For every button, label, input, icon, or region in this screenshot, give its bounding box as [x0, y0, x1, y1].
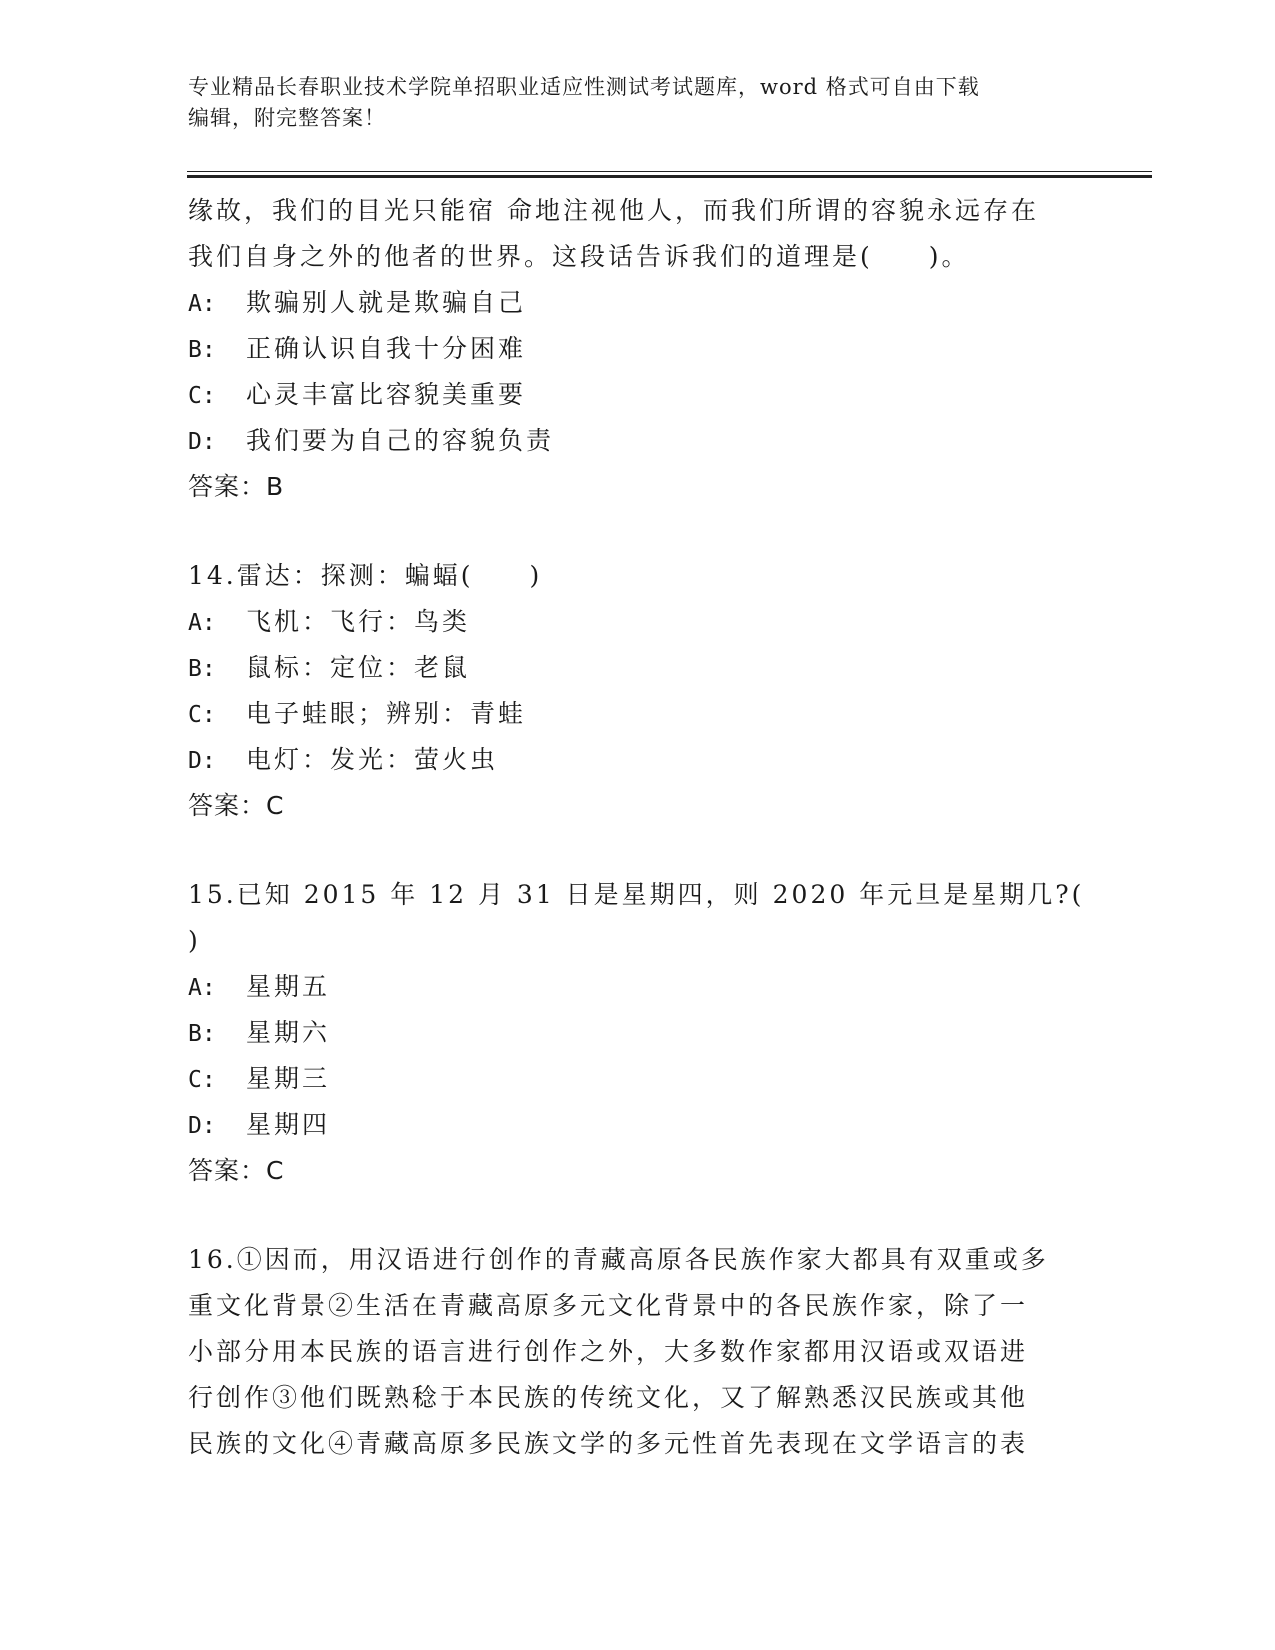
question-13-option-a	[188, 280, 1078, 326]
page-header	[188, 72, 1078, 134]
header-rule-thin	[187, 171, 1152, 172]
question-14-answer: 答案：C	[188, 791, 285, 820]
option-label: B:	[188, 337, 216, 363]
option-label: C:	[188, 1067, 216, 1093]
question-16-line-4: 行创作③他们既熟稔于本民族的传统文化，又了解熟悉汉民族或其他	[188, 1383, 1029, 1412]
question-14-option-a	[188, 599, 1078, 645]
header-rule-thick	[187, 175, 1152, 178]
option-label: B:	[188, 1021, 216, 1047]
option-label: A:	[188, 291, 216, 317]
option-text: 电子蛙眼；辨别：青蛙	[246, 699, 527, 728]
question-15-option-b	[188, 1010, 1078, 1056]
question-16-line-2: 重文化背景②生活在青藏高原多元文化背景中的各民族作家，除了一	[188, 1291, 1029, 1320]
question-13-continuation-line-1: 缘故，我们的目光只能宿 命地注视他人，而我们所谓的容貌永远存在	[188, 196, 1039, 225]
question-14-option-c	[188, 691, 1078, 737]
option-label: D:	[188, 429, 216, 455]
question-15-option-a	[188, 964, 1078, 1010]
question-13	[188, 188, 1078, 510]
header-line-2: 编辑，附完整答案！	[188, 106, 386, 130]
option-label: D:	[188, 1113, 216, 1139]
option-text: 星期四	[246, 1110, 331, 1139]
option-label: B:	[188, 656, 216, 682]
option-text: 星期五	[246, 972, 331, 1001]
question-14-stem: 14.雷达：探测：蝙蝠( )	[188, 561, 543, 590]
question-15-answer: 答案：C	[188, 1156, 285, 1185]
header-line-1: 专业精品长春职业技术学院单招职业适应性测试考试题库，word 格式可自由下载	[188, 75, 980, 99]
question-14-option-d	[188, 737, 1078, 783]
option-text: 星期三	[246, 1064, 331, 1093]
option-label: C:	[188, 383, 216, 409]
option-text: 正确认识自我十分困难	[246, 334, 527, 363]
question-15-stem-line-1: 15.已知 2015 年 12 月 31 日是星期四，则 2020 年元旦是星期几?(	[188, 880, 1085, 909]
question-16-line-5: 民族的文化④青藏高原多民族文学的多元性首先表现在文学语言的表	[188, 1429, 1029, 1458]
question-15-option-c	[188, 1056, 1078, 1102]
question-content	[188, 188, 1085, 1467]
question-13-option-c	[188, 372, 1078, 418]
option-label: A:	[188, 975, 216, 1001]
question-13-answer: 答案：B	[188, 472, 285, 501]
question-13-option-d	[188, 418, 1078, 464]
option-text: 电灯：发光：萤火虫	[246, 745, 499, 774]
option-text: 欺骗别人就是欺骗自己	[246, 288, 527, 317]
option-label: C:	[188, 702, 216, 728]
option-text: 星期六	[246, 1018, 331, 1047]
question-13-option-b	[188, 326, 1078, 372]
question-14	[188, 553, 1078, 829]
option-text: 我们要为自己的容貌负责	[246, 426, 555, 455]
question-15-stem-line-2: )	[188, 926, 201, 955]
option-label: A:	[188, 610, 216, 636]
option-text: 飞机：飞行：鸟类	[246, 607, 471, 636]
question-16	[188, 1237, 1078, 1467]
question-16-line-3: 小部分用本民族的语言进行创作之外，大多数作家都用汉语或双语进	[188, 1337, 1029, 1366]
question-15-option-d	[188, 1102, 1078, 1148]
option-text: 心灵丰富比容貌美重要	[246, 380, 527, 409]
question-15	[188, 872, 1085, 1194]
option-label: D:	[188, 748, 216, 774]
question-16-line-1: 16.①因而，用汉语进行创作的青藏高原各民族作家大都具有双重或多	[188, 1245, 1049, 1274]
question-13-continuation-line-2: 我们自身之外的他者的世界。这段话告诉我们的道理是( )。	[188, 242, 970, 271]
option-text: 鼠标：定位：老鼠	[246, 653, 471, 682]
question-14-option-b	[188, 645, 1078, 691]
